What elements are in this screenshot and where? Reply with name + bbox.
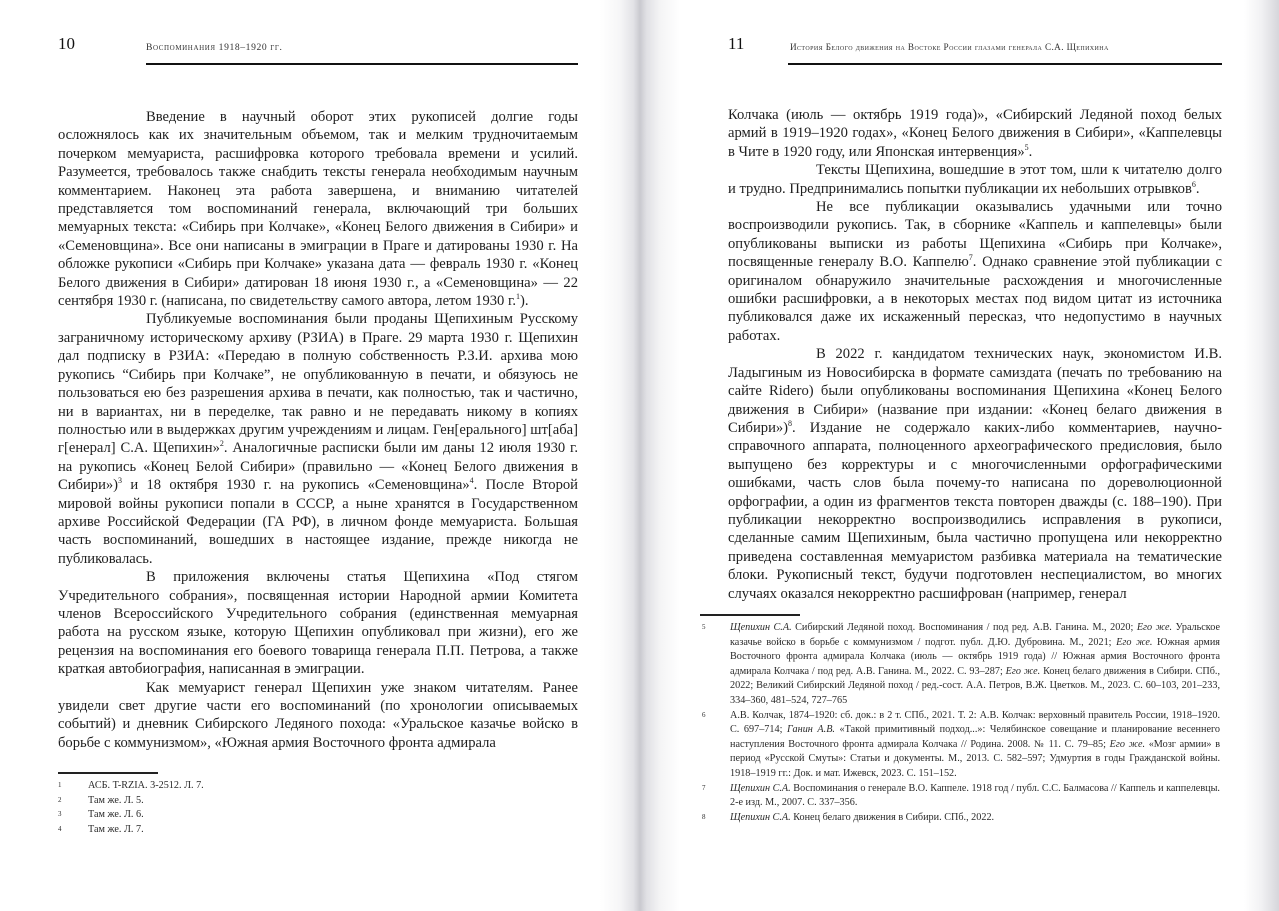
paragraph: В приложения включены статья Щепихина «Под стягом Учредительного собрания», посвященная истории Народной армии Комитета членов Всероссийского Учредительного собрания (единственная мемуарная работа на русском языке, которую Щепихин опубликовал при жизни), его же рецензия на воспоминания его боевого товарища генерала П.П. Петрова, а также краткая автобиография, написанная в эмиграции. [58, 569, 578, 678]
running-header [700, 34, 1222, 66]
footnote-rule [700, 614, 800, 616]
footnote-rule [58, 772, 158, 774]
running-header [58, 34, 578, 66]
footnote: 7 Щепихин С.А. Воспоминания о генерале В.О. Каппеле. 1918 год / публ. С.С. Балмасова // Каппель и каппелевцы. 2-е изд. М., 2007. С. 337–356. [702, 782, 1220, 809]
page-number: 10 [58, 34, 75, 53]
footnote-ref[interactable]: 5 [1024, 142, 1029, 152]
page-edge-shadow [1244, 0, 1279, 911]
paragraph: Не все публикации оказывались удачными или точно воспроизводили рукопись. Так, в сборнике «Каппель и каппелевцы» были опубликованы выписки из работы Щепихина «Сибирь при Колчаке», посвященные генералу В.О. Каппелю$^7$. Однако сравнение этой публикации с оригиналом обнаружило значительные расхождения и многочисленные ошибки расшифровки, а в некоторых местах под видом цитат из источника публиковался даже их искаженный пересказ, что недопустимо в научных работах. [728, 199, 1222, 344]
footnote-ref[interactable]: 7 [968, 253, 973, 263]
footnote-ref[interactable]: 1 [515, 292, 520, 302]
footnote-number: 1 [58, 781, 62, 789]
paragraph: Тексты Щепихина, вошедшие в этот том, шли к читателю долго и трудно. Предпринимались попытки публикации их небольших отрывков$^6$. [728, 162, 1222, 197]
footnote: 6 А.В. Колчак, 1874–1920: сб. док.: в 2 т. СПб., 2021. Т. 2: А.В. Колчак: верховный правитель России, 1918–1920. С. 697–714; Ганин А.В. «Такой примитивный подход...»: Челябинское совещание и планирование весеннего наступления Восточного фронта адмирала Колчака // Родина. 2008. № 11. С. 79–85; Его же. «Мозг армии» в период «Русской Смуты»: Статьи и документы. М., 2013. С. 582–597; Удмуртия в годы Гражданской войны. 1918–1919 гг.: Док. и мат. Ижевск, 2023. С. 151–152. [702, 709, 1220, 779]
book-gutter-shadow [600, 0, 680, 911]
footnote: 5 Щепихин С.А. Сибирский Ледяной поход. Воспоминания / под ред. А.В. Ганина. М., 2020; Его же. Уральское казачье войско в борьбе с коммунизмом / подгот. публ. Д.Ю. Дубровина. М., 2021; Его же. Южная армия Восточного фронта адмирала Колчака (июль — октябрь 1919 года) // Южная армия Восточного фронта адмирала Колчака / под ред. А.В. Ганина. М., 2022. С. 93–287; Его же. Конец белаго движения в Сибири. СПб., 2022; Великий Сибирский Ледяной поход / ред.-сост. А.А. Петров, В.Ж. Цветков. М., 2023. С. 60–103, 201–233, 334–360, 481–524, 727–765 [702, 622, 1221, 706]
footnote: 1 АСБ. T-RZIA. 3-2512. Л. 7. [58, 780, 204, 791]
footnote-number: 6 [702, 710, 706, 719]
paragraph: В 2022 г. кандидатом технических наук, экономистом И.В. Ладыгиным из Новосибирска в формате самиздата (печать по требованию на сайте Ridero) были опубликованы воспоминания Щепихина «Конец Белого движения в Сибири» (название при издании: «Конец белаго движения в Сибири»)$^8$. Издание не содержало каких-либо комментариев, научно-справочного аппарата, полноценного археографического предисловия, было выпущено без корректуры и с многочисленными орфографическими ошибками, часть слов была почему-то написана по дореволюционной орфографии, а один из фрагментов текста повторен дважды (с. 188–190). При публикации некорректно воспроизводились исправления в рукописи, сделанные самим Щепихиным, была частично пропущена или некорректно приведена составленная мемуаристом разбивка материала на тематические блоки. Рукописный текст, будучи подготовлен неспециалистом, во многих случаях оказался некорректно расшифрован (например, генерал [728, 346, 1222, 602]
footnote-ref[interactable]: 2 [219, 439, 224, 449]
footnote: 4 Там же. Л. 7. [58, 823, 144, 835]
footnotes [58, 779, 358, 837]
footnote-number: 3 [58, 810, 62, 819]
footnote-ref[interactable]: 6 [1191, 179, 1196, 189]
running-head-title: История Белого движения на Востоке России глазами генерала С.А. Щепихина [790, 42, 1109, 52]
footnote-number: 8 [702, 812, 706, 821]
body-text [728, 106, 1222, 603]
page-number: 11 [728, 34, 745, 53]
right-page [700, 0, 1222, 911]
left-page [58, 0, 578, 911]
header-rule [146, 63, 578, 65]
footnote-number: 5 [702, 623, 706, 631]
footnote-number: 4 [58, 824, 62, 833]
footnote-number: 7 [702, 783, 706, 792]
paragraph: Введение в научный оборот этих рукописей долгие годы осложнялось как их значительным объемом, так и мелким трудночитаемым почерком мемуариста, расшифровка которого требовала времени и усилий. Разумеется, требовалось также снабдить тексты генерала необходимым научным комментарием. Наконец эта работа завершена, и вниманию читателей представляется том воспоминаний генерала, включающий три больших мемуарных текста: «Сибирь при Колчаке», «Конец Белого движения в Сибири» и «Семеновщина». Все они написаны в эмиграции в Праге и датированы 1930 г. На обложке рукописи «Сибирь при Колчаке» указана дата — февраль 1930 г. «Конец Белого движения в Сибири» датирован 18 июня 1930 г., а «Семеновщина» — 22 сентября 1930 г. (написана, по свидетельству самого автора, летом 1930 г.$^1$). [58, 109, 578, 310]
footnote-ref[interactable]: 8 [788, 419, 793, 429]
footnote-ref[interactable]: 4 [469, 476, 474, 486]
footnotes [700, 621, 1220, 825]
paragraph: Публикуемые воспоминания были проданы Щепихиным Русскому заграничному историческому архиву (РЗИА) в Праге. 29 марта 1930 г. Щепихин дал подписку в РЗИА: «Передаю в полную собственность Р.З.И. архива мою рукопись “Сибирь при Колчаке”, не опубликованную в печати, и обязуюсь не пользоваться ею без разрешения архива в печати, как полностью, так и частично, ни в вариантах, ни в переделке, так равно и не передавать никому в копиях полностью или в выдержках другим учреждениям и лицам. Ген[ерального] шт[аба] г[енерал] С.А. Щепихин»$^2$. Аналогичные расписки были им даны 12 июля 1930 г. на рукопись «Конец Белой Сибири» (правильно — «Конец Белого движения в Сибири»)$^3$ и 18 октября 1930 г. на рукопись «Семеновщина»$^4$. После Второй мировой войны рукописи попали в СССР, а ныне хранятся в Государственном архиве Российской Федерации (ГА РФ), в личном фонде мемуариста. Большая часть воспоминаний, вошедших в настоящее издание, прежде никогда не публиковалась. [58, 311, 579, 567]
paragraph: Колчака (июль — октябрь 1919 года)», «Сибирский Ледяной поход белых армий в 1919–1920 годах», «Конец Белого движения в Сибири», «Каппелевцы в Чите в 1920 году, или Японская интервенция»$^5$. [728, 107, 1222, 160]
paragraph: Как мемуарист генерал Щепихин уже знаком читателям. Ранее увидели свет другие части его воспоминаний (по хронологии описываемых событий) и дневник Сибирского Ледяного похода: «Уральское казачье войско в борьбе с коммунизмом», «Южная армия Восточного фронта адмирала [58, 679, 578, 751]
footnote-ref[interactable]: 3 [118, 476, 123, 486]
footnote-number: 2 [58, 795, 62, 804]
footnote: 8 Щепихин С.А. Конец белаго движения в Сибири. СПб., 2022. [702, 811, 995, 823]
footnote: 2 Там же. Л. 5. [58, 794, 144, 806]
header-rule [788, 63, 1222, 65]
body-text [58, 108, 578, 752]
running-head-title: Воспоминания 1918–1920 гг. [146, 42, 283, 53]
footnote: 3 Там же. Л. 6. [58, 809, 144, 821]
